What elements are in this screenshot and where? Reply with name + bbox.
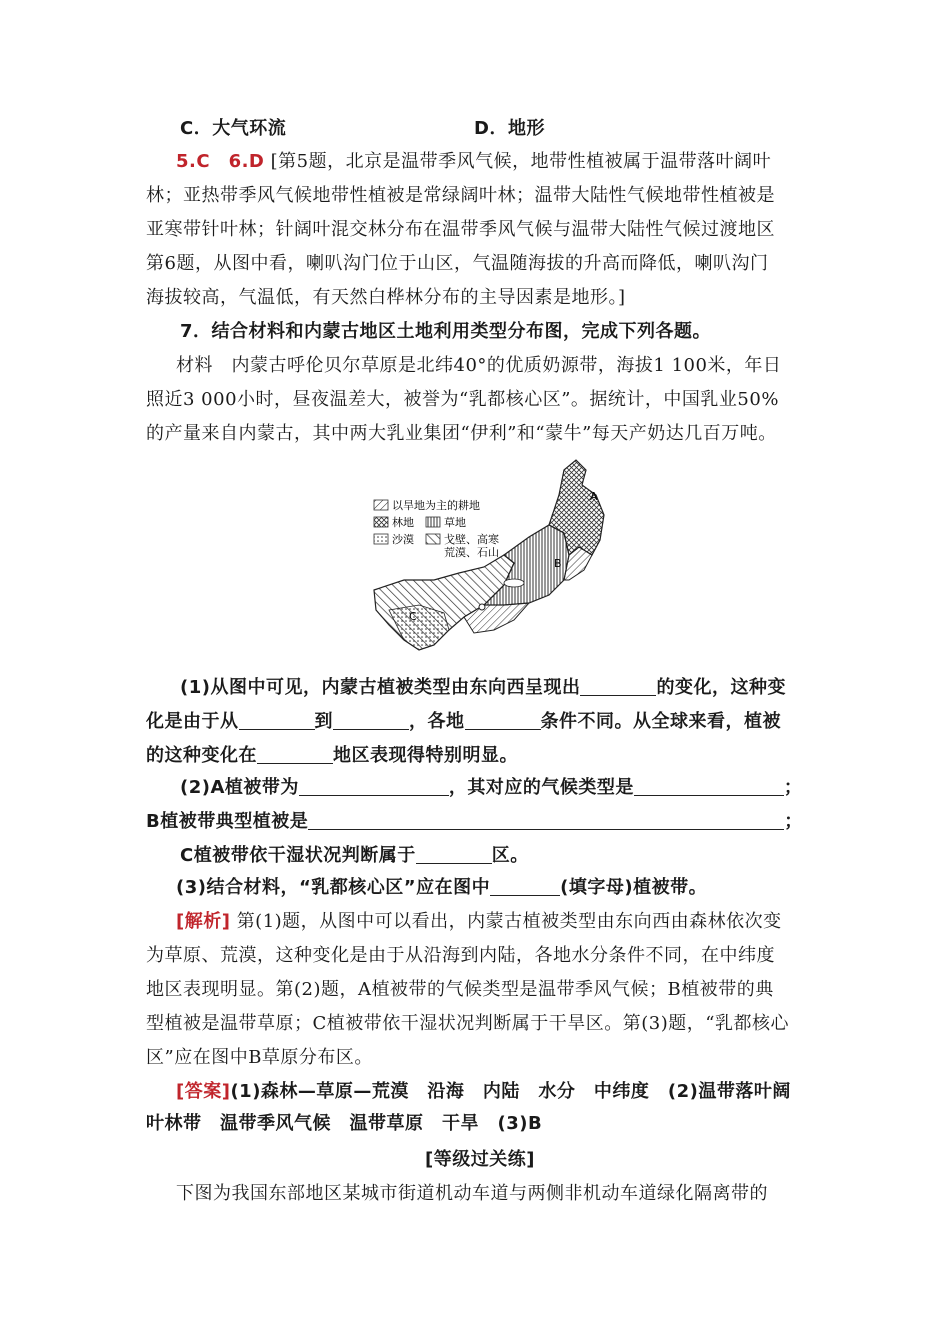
- subq2-line1: [180, 776, 802, 800]
- analysis-line-2: 为草原、荒漠，这种变化是由于从沿海到内陆，各地水分条件不同，在中纬度: [146, 945, 775, 966]
- subq2-text-g: 区。: [491, 845, 529, 866]
- subq3-line: [176, 876, 707, 900]
- section-title: [等级过关练]: [425, 1149, 535, 1170]
- blank-3[interactable]: [333, 711, 409, 730]
- legend-swatch-grassland: [426, 517, 440, 527]
- legend-desert: 沙漠: [392, 533, 414, 546]
- subq1-text-d: 到: [314, 711, 333, 732]
- option-d: D．地形: [474, 118, 545, 139]
- subq2-text-f: C植被带依干湿状况判断属于: [180, 845, 416, 866]
- analysis-text-1: 第(1)题，从图中可以看出，内蒙古植被类型由东向西由森林依次变: [236, 911, 782, 932]
- legend-gobi-2: 荒漠、石山: [444, 546, 499, 559]
- material-line-2: 照近3 000小时，昼夜温差大，被誉为“乳都核心区”。据统计，中国乳业50%: [146, 389, 779, 410]
- material-line-1: 材料 内蒙古呼伦贝尔草原是北纬40°的优质奶源带，海拔1 100米，年日: [176, 355, 782, 376]
- subq1-line3: [146, 744, 518, 768]
- legend-grassland: 草地: [444, 516, 466, 529]
- answer-line-1: [176, 1080, 791, 1104]
- analysis-line-4: 型植被是温带草原；C植被带依干湿状况判断属于干旱区。第(3)题，“乳都核心: [146, 1013, 789, 1034]
- city-marker: [479, 604, 485, 610]
- subq1-text-h: 地区表现得特别明显。: [333, 745, 518, 766]
- answer-key: 5.C 6.D: [176, 151, 265, 172]
- legend-swatch-farmland: [374, 500, 388, 510]
- question-7-stem: 7．结合材料和内蒙古地区土地利用类型分布图，完成下列各题。: [180, 321, 712, 342]
- answer-5-6-text: [第5题，北京是温带季风气候，地带性植被属于温带落叶阔叶: [270, 151, 772, 172]
- answer-text-1: (1)森林—草原—荒漠 沿海 内陆 水分 中纬度 (2)温带落叶阔: [230, 1081, 791, 1102]
- inner-mongolia-land-use-map: [364, 455, 624, 665]
- blank-10[interactable]: [490, 877, 560, 896]
- blank-7[interactable]: [634, 777, 784, 796]
- legend-swatch-desert: [374, 534, 388, 544]
- subq1-text-e: ，各地: [409, 711, 465, 732]
- blank-9[interactable]: [416, 845, 492, 864]
- map-svg: [364, 455, 624, 665]
- legend-swatch-gobi: [426, 534, 440, 544]
- blank-5[interactable]: [257, 745, 333, 764]
- answer-5-6-line-1: [176, 150, 771, 174]
- analysis-line-5: 区”应在图中B草原分布区。: [146, 1047, 373, 1068]
- subq1-line1: [180, 676, 786, 700]
- analysis-line-3: 地区表现明显。第(2)题，A植被带的气候类型是温带季风气候；B植被带的典: [146, 979, 774, 1000]
- label-a: A: [590, 490, 598, 503]
- blank-8[interactable]: [308, 811, 784, 830]
- subq1-text-c: 化是由于从: [146, 711, 239, 732]
- subq2-text-b: ，其对应的气候类型是: [448, 777, 634, 798]
- subq1-text-a: (1)从图中可见，内蒙古植被类型由东向西呈现出: [180, 677, 581, 698]
- answer-5-6-line-3: 亚寒带针叶林；针阔叶混交林分布在温带季风气候与温带大陆性气候过渡地区: [146, 219, 775, 240]
- label-c: C: [409, 610, 417, 623]
- analysis-line-1: [176, 910, 782, 934]
- answer-5-6-line-5: 海拔较高，气温低，有天然白桦林分布的主导因素是地形。]: [146, 287, 626, 308]
- option-c: C．大气环流: [180, 118, 287, 139]
- answer-5-6-line-4: 第6题，从图中看，喇叭沟门位于山区，气温随海拔的升高而降低，喇叭沟门: [146, 253, 769, 274]
- legend-forest: 林地: [392, 516, 414, 529]
- subq2-text-c: ；: [783, 777, 803, 798]
- answer-line-2: 叶林带 温带季风气候 温带草原 干旱 (3)B: [146, 1113, 543, 1134]
- subq3-text-a: (3)结合材料，“乳都核心区”应在图中: [176, 877, 491, 898]
- subq3-text-b: (填字母)植被带。: [560, 877, 708, 898]
- subq2-text-d: B植被带典型植被是: [146, 811, 309, 832]
- region-desert: [389, 605, 449, 650]
- lake: [504, 579, 524, 587]
- subq2-text-e: ；: [784, 811, 803, 832]
- material-line-3: 的产量来自内蒙古，其中两大乳业集团“伊利”和“蒙牛”每天产奶达几百万吨。: [146, 423, 777, 444]
- analysis-tag: [解析]: [176, 911, 231, 932]
- answer-5-6-line-2: 林；亚热带季风气候地带性植被是常绿阔叶林；温带大陆性气候地带性植被是: [146, 185, 775, 206]
- subq2-line2: [146, 810, 803, 834]
- subq1-text-b: 的变化，这种变: [656, 677, 786, 698]
- legend-swatch-forest: [374, 517, 388, 527]
- label-b: B: [554, 557, 562, 570]
- answer-tag: [答案]: [176, 1081, 231, 1102]
- blank-6[interactable]: [299, 777, 449, 796]
- subq1-line2: [146, 710, 781, 734]
- blank-2[interactable]: [239, 711, 315, 730]
- last-paragraph-line: 下图为我国东部地区某城市街道机动车道与两侧非机动车道绿化隔离带的: [176, 1183, 768, 1204]
- subq2-text-a: (2)A植被带为: [180, 777, 299, 798]
- subq1-text-f: 条件不同。从全球来看，植被: [540, 711, 781, 732]
- subq1-text-g: 的这种变化在: [146, 745, 257, 766]
- blank-1[interactable]: [580, 677, 656, 696]
- legend-farmland: 以旱地为主的耕地: [392, 499, 480, 512]
- subq2-line3: [180, 844, 529, 868]
- legend-gobi: 戈壁、高寒: [444, 533, 499, 546]
- blank-4[interactable]: [465, 711, 541, 730]
